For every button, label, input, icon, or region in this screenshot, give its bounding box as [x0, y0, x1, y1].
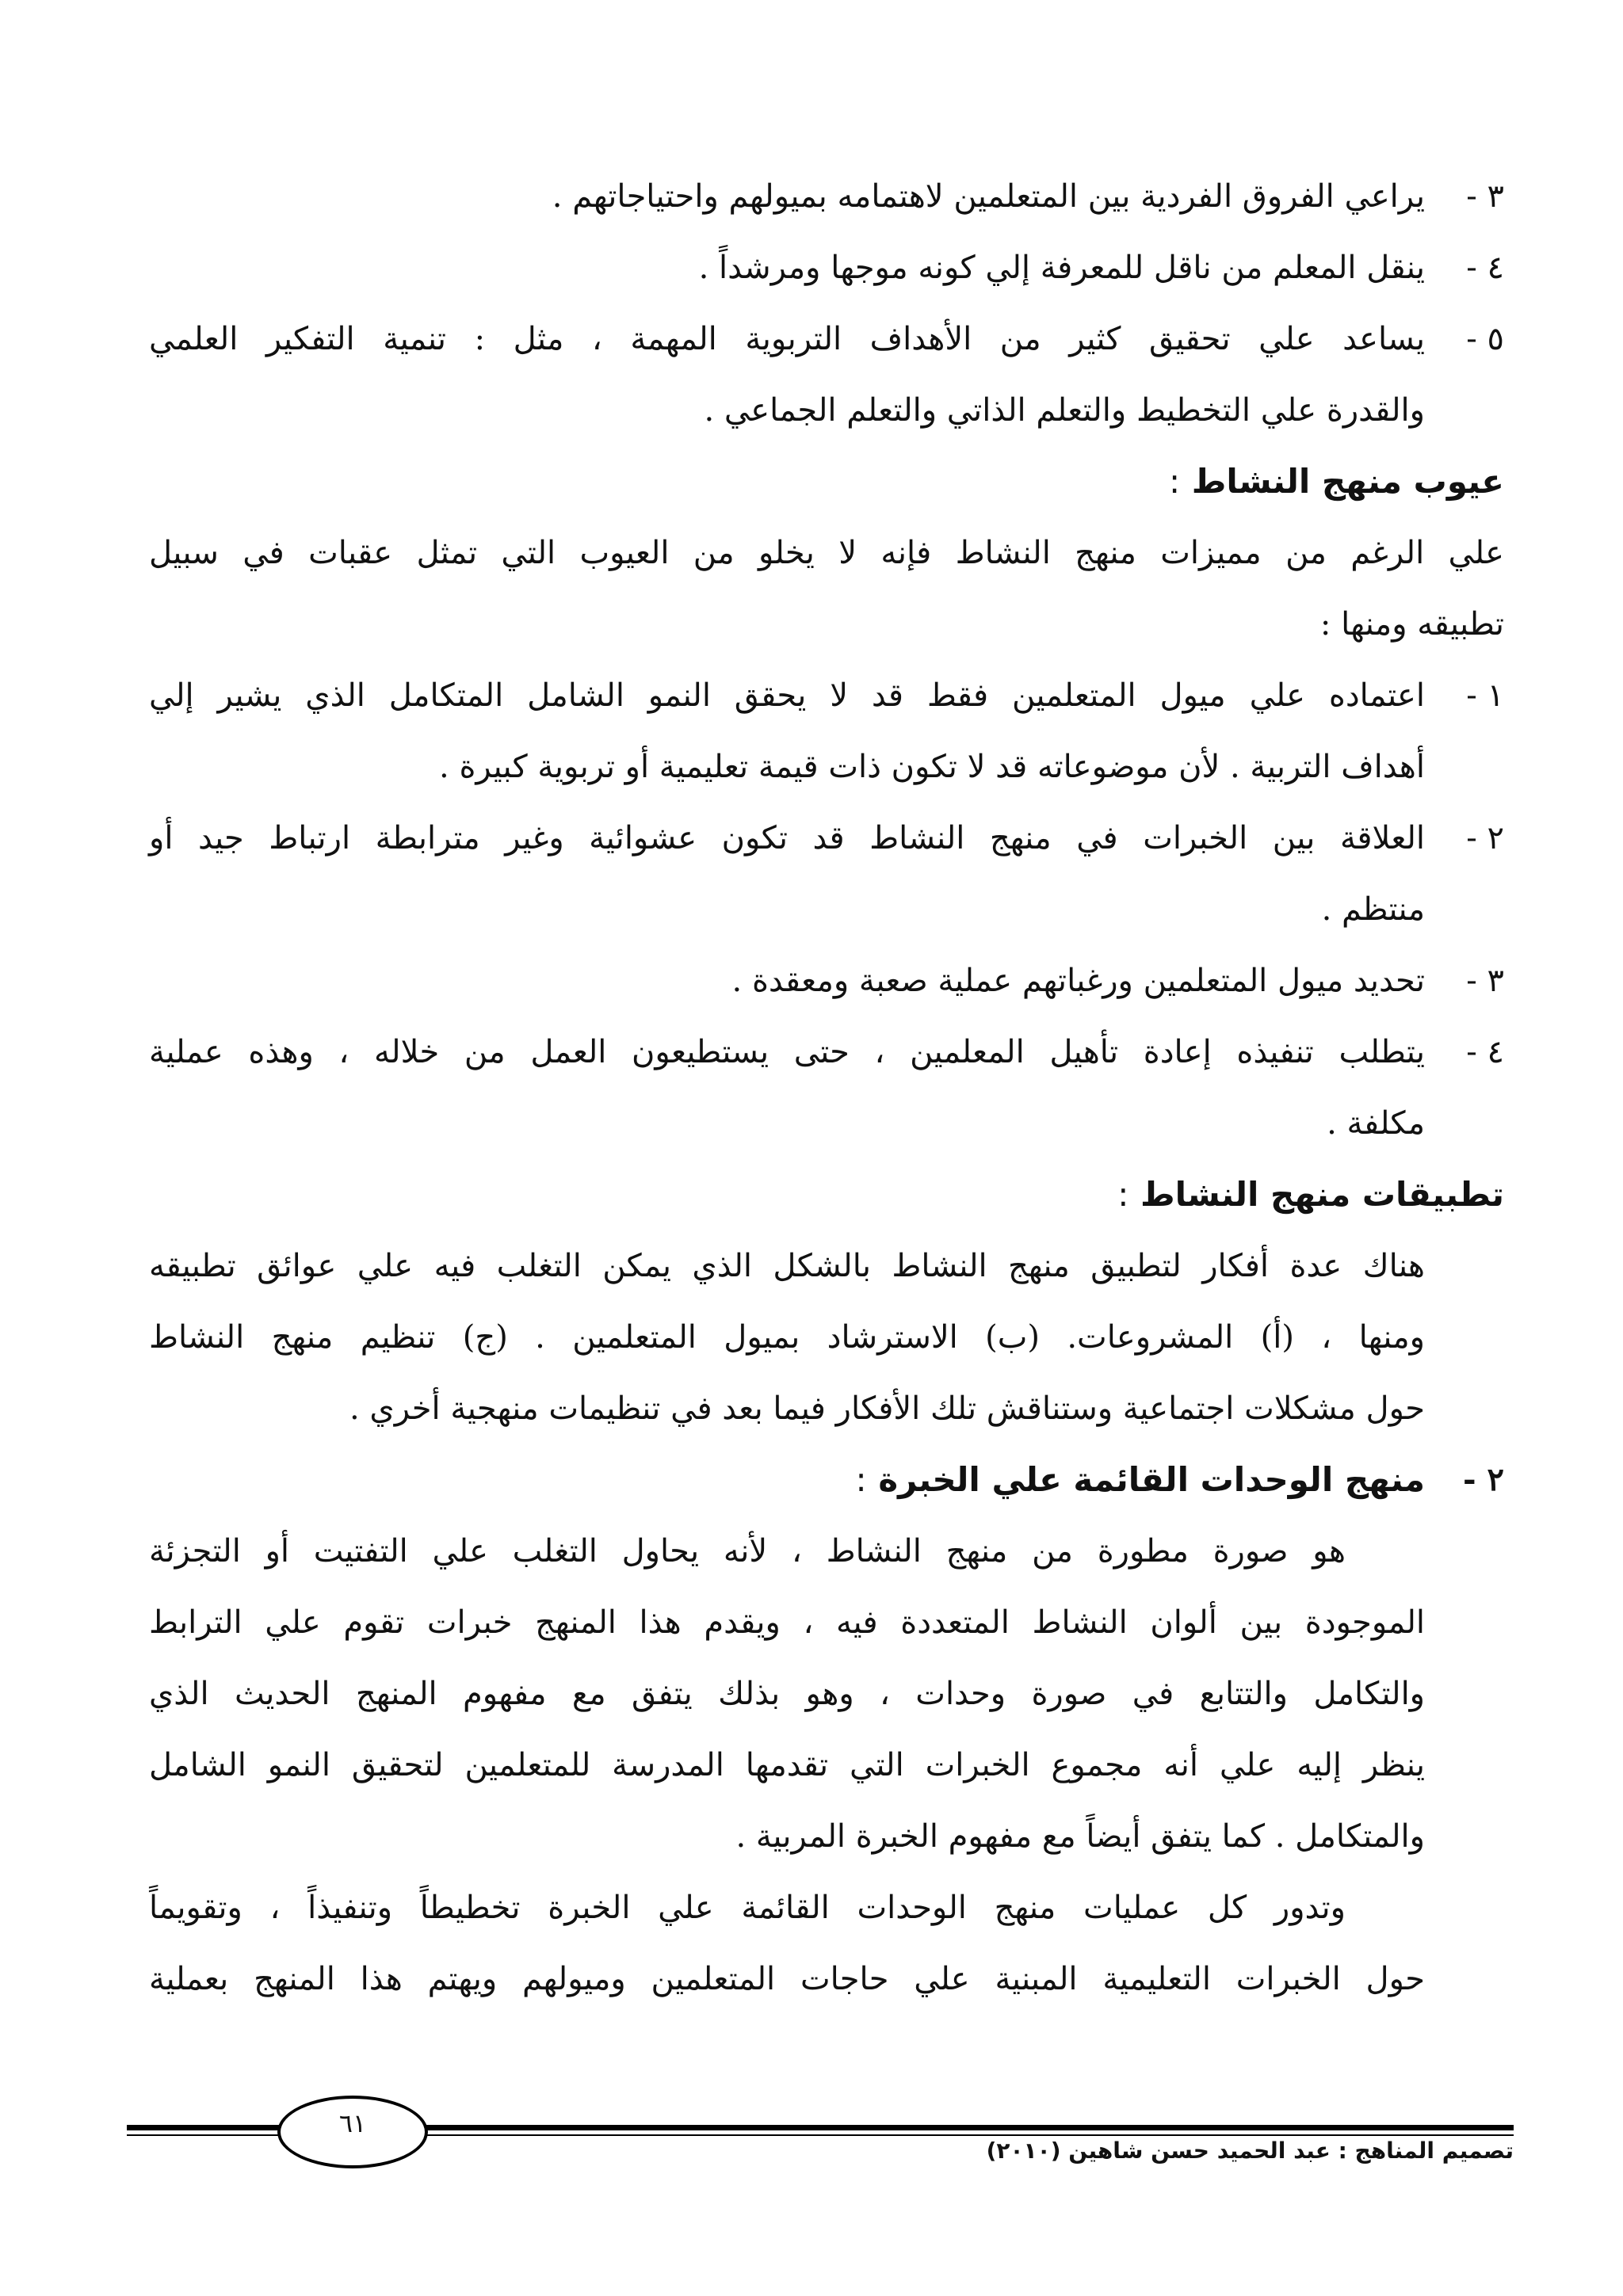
list-number: ٢ - — [1462, 1461, 1504, 1498]
list-number: ٣ - — [1466, 178, 1504, 215]
paragraph-line: علي الرغم من مميزات منهج النشاط فإنه لا يخلو من العيوب التي تمثل عقبات في سبيل — [149, 535, 1504, 571]
list-number: ١ - — [1466, 677, 1504, 714]
list-item-text: والقدرة علي التخطيط والتعلم الذاتي والتعلم الجماعي . — [704, 392, 1425, 429]
list-item-text: ينقل المعلم من ناقل للمعرفة إلي كونه موجها ومرشداً . — [698, 250, 1425, 286]
heading-colon: : — [855, 1460, 867, 1499]
paragraph-line: هو صورة مطورة من منهج النشاط ، لأنه يحاول التغلب علي التفتيت أو التجزئة — [149, 1533, 1346, 1569]
heading-colon: : — [1169, 462, 1181, 501]
section-heading-text: عيوب منهج النشاط — [1191, 462, 1504, 501]
list-item-text: اعتماده علي ميول المتعلمين فقط قد لا يحقق النمو الشامل المتكامل الذي يشير إلي — [149, 677, 1425, 714]
book-credit: تصميم المناهج : عبد الحميد حسن شاهين (٢٠١٠) — [986, 2138, 1514, 2164]
list-number: ٤ - — [1466, 1034, 1504, 1070]
paragraph-line: حول الخبرات التعليمية المبنية علي حاجات المتعلمين وميولهم ويهتم هذا المنهج بعملية — [149, 1961, 1425, 1997]
paragraph-line: هناك عدة أفكار لتطبيق منهج النشاط بالشكل الذي يمكن التغلب فيه علي عوائق تطبيقه — [149, 1248, 1425, 1284]
paragraph-line: ينظر إليه علي أنه مجموع الخبرات التي تقدمها المدرسة للمتعلمين لتحقيق النمو الشامل — [149, 1747, 1425, 1783]
paragraph-line: والمتكامل . كما يتفق أيضاً مع مفهوم الخبرة المربية . — [735, 1818, 1425, 1855]
list-item-text: العلاقة بين الخبرات في منهج النشاط قد تكون عشوائية وغير مترابطة ارتباط جيد أو — [149, 820, 1425, 856]
heading-colon: : — [1117, 1175, 1129, 1214]
paragraph-line: والتكامل والتتابع في صورة وحدات ، وهو بذلك يتفق مع مفهوم المنهج الحديث الذي — [149, 1676, 1426, 1712]
section-heading-text: منهج الوحدات القائمة علي الخبرة — [878, 1460, 1425, 1499]
section-heading — [1117, 1171, 1504, 1219]
list-item-text: مكلفة . — [1327, 1105, 1425, 1142]
list-number: ٥ - — [1466, 321, 1504, 357]
list-item-text: منتظم . — [1321, 891, 1425, 928]
list-item-text: يراعي الفروق الفردية بين المتعلمين لاهتمامه بميولهم واحتياجاتهم . — [552, 178, 1425, 215]
page-number: ٦١ — [338, 2108, 367, 2138]
section-heading — [1169, 458, 1504, 505]
list-number: ٢ - — [1466, 820, 1504, 856]
list-number: ٣ - — [1466, 963, 1504, 999]
list-item-text: تحديد ميول المتعلمين ورغباتهم عملية صعبة ومعقدة . — [731, 963, 1425, 999]
section-heading-text: تطبيقات منهج النشاط — [1140, 1175, 1504, 1214]
section-heading — [856, 1456, 1425, 1504]
list-item-text: يتطلب تنفيذه إعادة تأهيل المعلمين ، حتى يستطيعون العمل من خلاله ، وهذه عملية — [149, 1034, 1425, 1070]
paragraph-line: وتدور كل عمليات منهج الوحدات القائمة علي الخبرة تخطيطاً وتنفيذاً ، وتقويماً — [149, 1890, 1346, 1926]
paragraph-line: الموجودة بين ألوان النشاط المتعددة فيه ، ويقدم هذا المنهج خبرات تقوم علي الترابط — [149, 1604, 1425, 1641]
list-number: ٤ - — [1466, 250, 1504, 286]
list-item-text: يساعد علي تحقيق كثير من الأهداف التربوية المهمة ، مثل : تنمية التفكير العلمي — [149, 321, 1425, 357]
paragraph-line: ومنها ، (أ) المشروعات. (ب) الاسترشاد بميول المتعلمين . (ج) تنظيم منهج النشاط — [149, 1319, 1425, 1356]
list-item-text: أهداف التربية . لأن موضوعاته قد لا تكون ذات قيمة تعليمية أو تربوية كبيرة . — [439, 749, 1425, 785]
paragraph-line: حول مشكلات اجتماعية وستناقش تلك الأفكار فيما بعد في تنظيمات منهجية أخري . — [349, 1390, 1425, 1427]
paragraph-line: تطبيقه ومنها : — [1319, 606, 1504, 643]
